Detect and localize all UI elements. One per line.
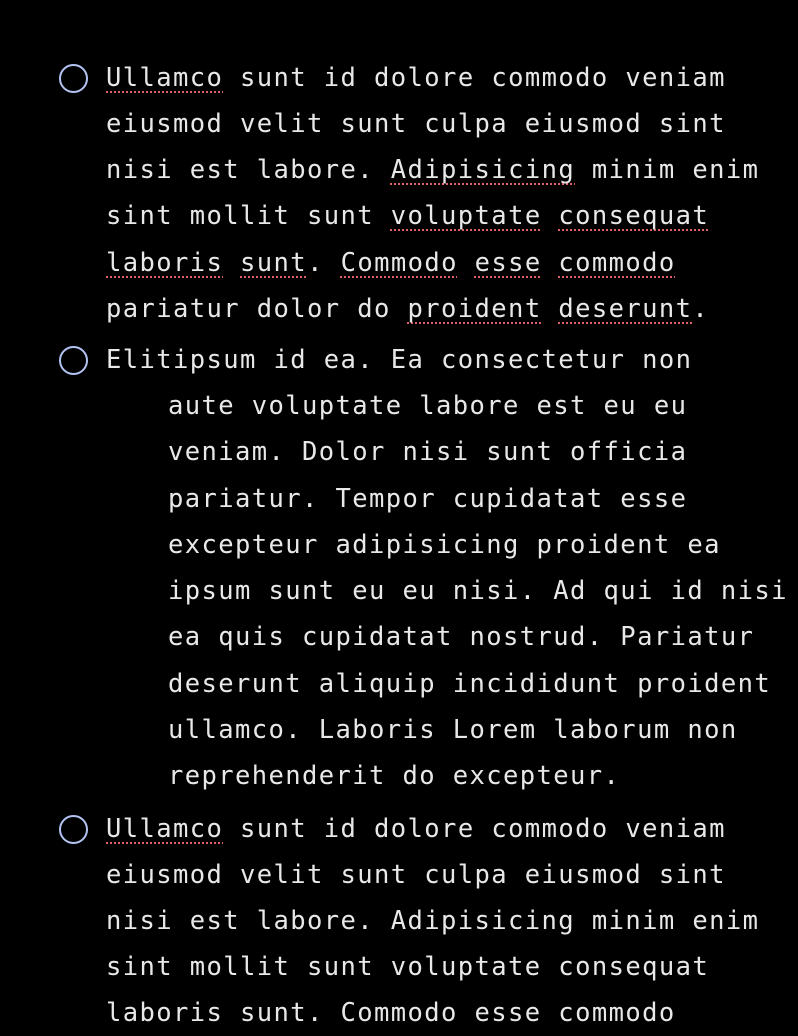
text-run xyxy=(542,201,559,231)
text-run: minim enim xyxy=(575,155,760,185)
spell-flagged-word: Ullamco xyxy=(106,814,224,844)
spell-flagged-word: proident xyxy=(407,294,542,324)
text-run: sint mollit sunt xyxy=(106,201,391,231)
item-text-line[interactable]: eiusmod velit sunt culpa eiusmod sint xyxy=(106,860,726,890)
spell-flagged-word: deserunt xyxy=(558,294,693,324)
checkbox-circle-icon[interactable] xyxy=(59,64,88,93)
item-text-line[interactable] xyxy=(106,147,759,193)
text-run: nisi est labore. xyxy=(106,155,391,185)
spell-flagged-word: consequat xyxy=(558,201,710,231)
item-text-line[interactable]: nisi est labore. Adipisicing minim enim xyxy=(106,906,760,936)
text-run: pariatur dolor do xyxy=(106,294,408,324)
spell-flagged-word: Adipisicing xyxy=(390,155,576,185)
item-text-line[interactable]: reprehenderit do excepteur. xyxy=(168,761,621,791)
item-text-line[interactable] xyxy=(106,55,726,101)
item-text-line[interactable]: ipsum sunt eu eu nisi. Ad qui id nisi xyxy=(168,576,788,606)
text-run: sunt id dolore commodo veniam xyxy=(223,63,726,93)
item-text-line[interactable] xyxy=(106,286,709,332)
checkbox-circle-icon[interactable] xyxy=(59,815,88,844)
item-text-line[interactable] xyxy=(106,806,726,852)
item-text-line[interactable]: ullamco. Laboris Lorem laborum non xyxy=(168,715,738,745)
checkbox-circle-icon[interactable] xyxy=(59,346,88,375)
item-text-line[interactable]: laboris sunt. Commodo esse commodo xyxy=(106,998,676,1028)
item-text-line[interactable] xyxy=(106,240,676,286)
item-text-line[interactable]: aute voluptate labore est eu eu xyxy=(168,391,688,421)
item-text-line[interactable]: Elitipsum id ea. Ea consectetur non xyxy=(106,345,693,375)
spell-flagged-word: esse xyxy=(474,248,542,278)
item-text-line[interactable]: sint mollit sunt voluptate consequat xyxy=(106,952,710,982)
text-run xyxy=(542,294,559,324)
text-run xyxy=(542,248,559,278)
item-text-line[interactable]: eiusmod velit sunt culpa eiusmod sint xyxy=(106,109,726,139)
text-run xyxy=(458,248,475,278)
text-run: . xyxy=(307,248,341,278)
item-text-line[interactable]: excepteur adipisicing proident ea xyxy=(168,530,721,560)
spell-flagged-word: voluptate xyxy=(390,201,542,231)
text-run xyxy=(223,248,240,278)
spell-flagged-word: Ullamco xyxy=(106,63,224,93)
text-run: sunt id dolore commodo veniam xyxy=(223,814,726,844)
item-text-line[interactable]: ea quis cupidatat nostrud. Pariatur xyxy=(168,622,755,652)
spell-flagged-word: sunt xyxy=(240,248,308,278)
spell-flagged-word: laboris xyxy=(106,248,224,278)
spell-flagged-word: Commodo xyxy=(340,248,458,278)
text-run: . xyxy=(692,294,710,324)
spell-flagged-word: commodo xyxy=(558,248,676,278)
item-text-line[interactable]: pariatur. Tempor cupidatat esse xyxy=(168,484,688,514)
item-text-line[interactable]: deserunt aliquip incididunt proident xyxy=(168,669,772,699)
item-text-line[interactable] xyxy=(106,193,709,239)
item-text-line[interactable]: veniam. Dolor nisi sunt officia xyxy=(168,437,688,467)
